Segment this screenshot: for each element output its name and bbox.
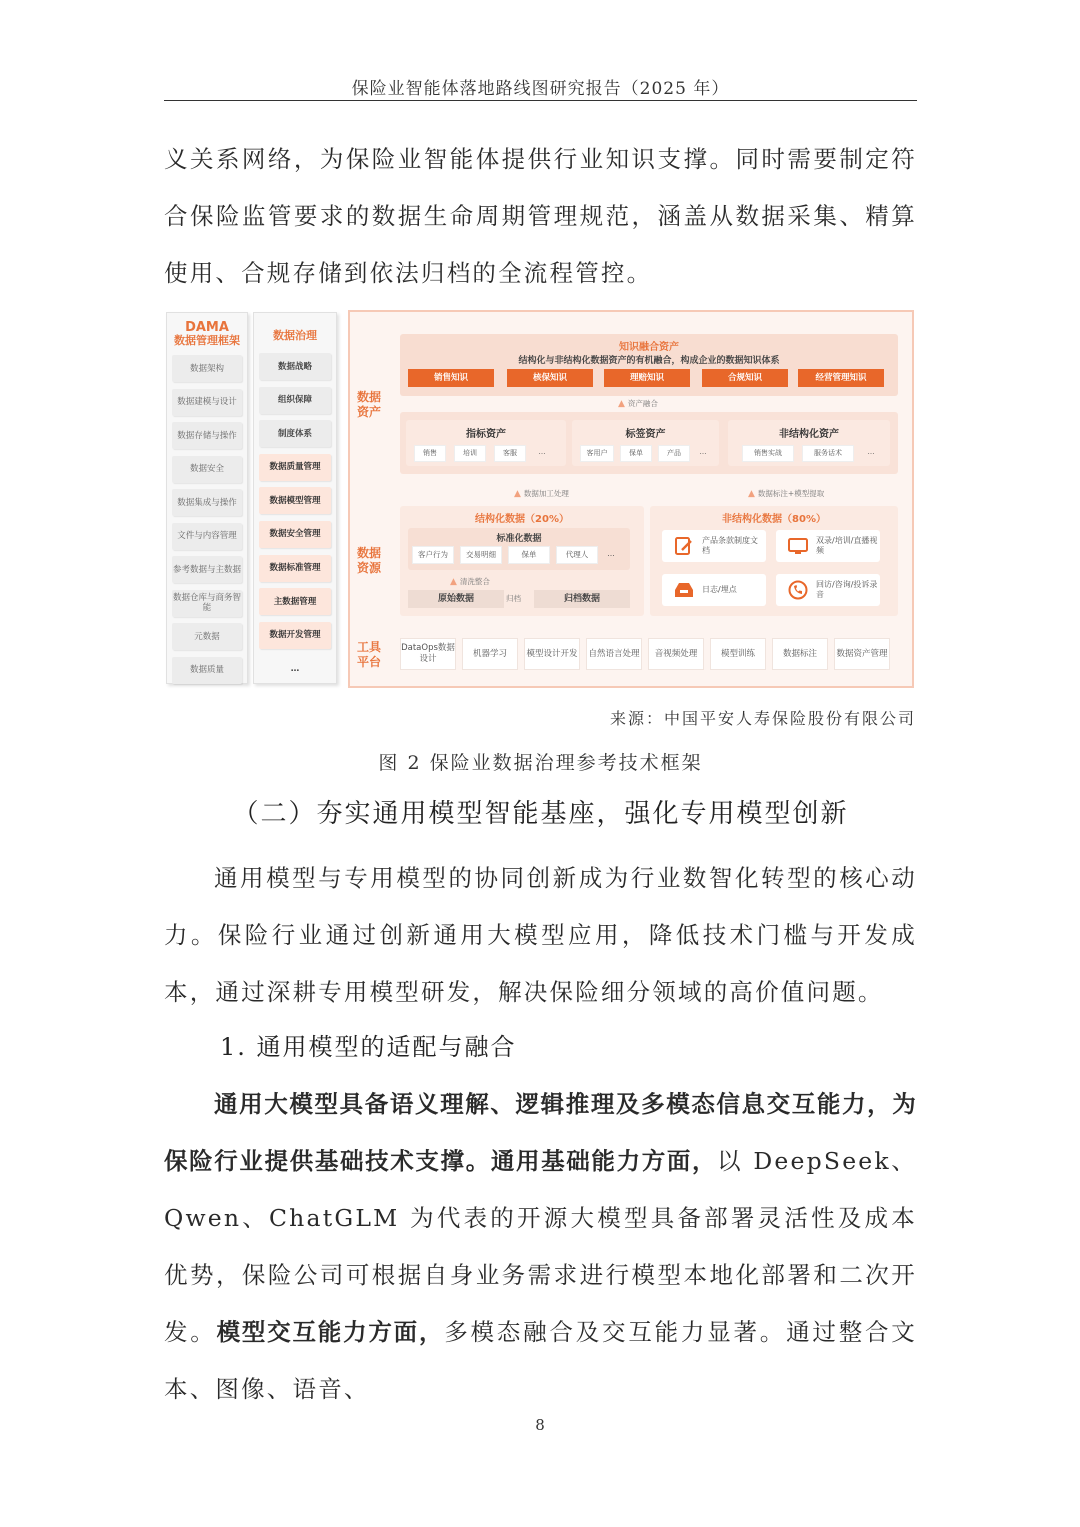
- governance-title: 数据治理: [273, 329, 317, 342]
- dama-item: 参考数据与主数据: [172, 556, 242, 583]
- asset-item: 客服: [494, 445, 526, 462]
- governance-item: 数据质量管理: [259, 454, 331, 481]
- dama-label: DAMA: [185, 320, 229, 335]
- paragraph-1: 义关系网络，为保险业智能体提供行业知识支撑。同时需要制定符合保险监管要求的数据生命周期管理规范，涵盖从数据采集、精算使用、合规存储到依法归档的全流程管控。: [164, 145, 917, 287]
- governance-column: [253, 312, 337, 684]
- asset-item: 服务话术: [802, 445, 854, 462]
- unstructured-card: [662, 574, 766, 606]
- unstructured-card-text: 回访/咨询/投诉录音: [816, 580, 878, 599]
- governance-item-ellipsis: …: [290, 663, 300, 674]
- subsection-title: 1. 通用模型的适配与融合: [220, 1033, 517, 1061]
- fusion-note: [618, 398, 658, 409]
- structured-item: 保单: [508, 546, 550, 564]
- unstructured-card-text: 产品条款制度文档: [702, 536, 758, 555]
- asset-group-title: 指标资产: [466, 429, 506, 440]
- process-note-right: [748, 488, 824, 499]
- asset-item: 保单: [620, 445, 652, 462]
- knowledge-chip: 销售知识: [408, 369, 494, 387]
- dama-item: 数据仓库与商务智能: [172, 590, 242, 617]
- header-rule: [164, 100, 917, 101]
- clean-note: [450, 576, 490, 587]
- dama-item: 元数据: [172, 623, 242, 650]
- asset-item: 销售: [414, 445, 446, 462]
- governance-item: 数据标准管理: [259, 555, 331, 582]
- row-label-tools: 工具平台: [356, 640, 381, 669]
- asset-item: …: [538, 448, 546, 456]
- tool-item: 数据资产管理: [834, 638, 890, 670]
- knowledge-chip: 理赔知识: [604, 369, 690, 387]
- up-arrow-icon: ▲: [748, 489, 755, 499]
- archive-note: 归档: [506, 594, 521, 603]
- governance-item: 制度体系: [259, 420, 331, 447]
- asset-item: 客用户: [580, 445, 614, 462]
- dama-item: 数据质量: [172, 657, 242, 684]
- dama-column: [166, 312, 248, 684]
- unstructured-asset-box: [728, 420, 890, 466]
- up-arrow-icon: ▲: [450, 577, 457, 587]
- paragraph-3-bold-2: 通用基础能力方面，: [490, 1147, 718, 1175]
- row-label-sources: 数据资源: [356, 546, 381, 575]
- governance-item: 数据模型管理: [259, 487, 331, 514]
- knowledge-chip: 合规知识: [702, 369, 788, 387]
- tool-item: 模型训练: [710, 638, 766, 670]
- asset-item: …: [699, 448, 707, 456]
- paragraph-3-text-1: 以 DeepSeek、Qwen、ChatGLM 为代表的开源大模型具备部署灵活性及成本优势，保险公司可根据自身业务需求进行模型本地化部署和二次开发。: [164, 1147, 917, 1346]
- standard-title: 标准化数据: [496, 534, 542, 544]
- knowledge-title: 知识融合资产: [619, 342, 679, 353]
- running-header: 保险业智能体落地路线图研究报告（2025 年）: [351, 79, 730, 99]
- asset-item: 销售实战: [742, 445, 794, 462]
- metric-asset-box: [406, 420, 566, 466]
- knowledge-subtitle: 结构化与非结构化数据资产的有机融合，构成企业的数据知识体系: [518, 356, 780, 366]
- process-note-left-text: 数据加工处理: [523, 489, 569, 498]
- structured-item: 代理人: [556, 546, 598, 564]
- unstructured-card: [776, 574, 880, 606]
- governance-item: 数据安全管理: [259, 521, 331, 548]
- knowledge-chip: 经营管理知识: [798, 369, 884, 387]
- clean-note-text: 清洗整合: [459, 577, 490, 586]
- governance-item: 主数据管理: [259, 588, 331, 615]
- governance-item: 数据开发管理: [259, 622, 331, 649]
- unstructured-card-text: 双录/培训/直播视频: [816, 536, 878, 555]
- structured-item: …: [607, 549, 615, 558]
- governance-item: 组织保障: [259, 387, 331, 414]
- process-note-left: [514, 488, 569, 499]
- tag-asset-box: [572, 420, 719, 466]
- monitor-icon: [788, 536, 808, 556]
- raw-data: 原始数据: [408, 590, 504, 608]
- governance-item: 数据战略: [259, 353, 331, 380]
- row-label-assets: 数据资产: [356, 390, 381, 419]
- asset-item: 产品: [658, 445, 690, 462]
- unstructured-card-text: 日志/埋点: [702, 585, 737, 594]
- dama-item: 数据集成与操作: [172, 489, 242, 516]
- page-number: 8: [535, 1416, 545, 1434]
- dama-title: [167, 321, 247, 347]
- dama-item: 数据存储与操作: [172, 422, 242, 449]
- phone-icon: [788, 580, 808, 600]
- dama-subtitle: 数据管理框架: [174, 334, 240, 347]
- dama-item: 数据建模与设计: [172, 389, 242, 416]
- inbox-icon: [674, 580, 694, 600]
- paragraph-2: 通用模型与专用模型的协同创新成为行业数智化转型的核心动力。保险行业通过创新通用大模型应用，降低技术门槛与开发成本，通过深耕专用模型研发，解决保险细分领域的高价值问题。: [164, 864, 917, 1006]
- asset-group-title: 非结构化资产: [779, 429, 839, 440]
- fusion-note-text: 资产融合: [627, 399, 658, 408]
- asset-group-title: 标签资产: [625, 429, 666, 440]
- paragraph-3: [164, 1076, 917, 1418]
- figure-source: 来源：中国平安人寿保险股份有限公司: [609, 709, 916, 728]
- structured-item: 交易明细: [460, 546, 502, 564]
- section-title: （二）夯实通用模型智能基座，强化专用模型创新: [232, 799, 849, 829]
- dama-item: 数据架构: [172, 355, 242, 382]
- up-arrow-icon: ▲: [618, 399, 625, 409]
- tool-item: DataOps数据设计: [400, 638, 456, 670]
- asset-item: 培训: [454, 445, 486, 462]
- tool-item: 自然语言处理: [586, 638, 642, 670]
- dama-item: 数据安全: [172, 456, 242, 483]
- paragraph-3-text-2: 多模态融合及交互能力显著。通过整合文本、图像、语音、: [164, 1318, 917, 1403]
- dama-item: 文件与内容管理: [172, 523, 242, 550]
- data-governance-figure: [166, 308, 916, 688]
- process-note-right-text: 数据标注+模型提取: [757, 489, 825, 498]
- structured-item: 客户行为: [412, 546, 454, 564]
- archived-data: 归档数据: [534, 590, 630, 608]
- figure-caption: 图 2 保险业数据治理参考技术框架: [378, 752, 703, 774]
- unstructured-title: 非结构化数据（80%）: [722, 514, 826, 525]
- up-arrow-icon: ▲: [514, 489, 521, 499]
- unstructured-card: [662, 530, 766, 562]
- structured-title: 结构化数据（20%）: [475, 514, 569, 525]
- tool-item: 数据标注: [772, 638, 828, 670]
- main-framework-panel: [348, 310, 914, 688]
- paragraph-3-bold-1: 通用大模型具备语义理解、逻辑推理及多模态信息交互能力，为保险行业提供基础技术支撑。: [164, 1090, 917, 1175]
- document-edit-icon: [674, 536, 694, 556]
- unstructured-card: [776, 530, 880, 562]
- tool-item: 音视频处理: [648, 638, 704, 670]
- paragraph-3-bold-3: 模型交互能力方面，: [216, 1318, 445, 1346]
- knowledge-chip: 核保知识: [507, 369, 593, 387]
- asset-item: …: [867, 448, 875, 456]
- tool-item: 模型设计开发: [524, 638, 580, 670]
- tool-item: 机器学习: [462, 638, 518, 670]
